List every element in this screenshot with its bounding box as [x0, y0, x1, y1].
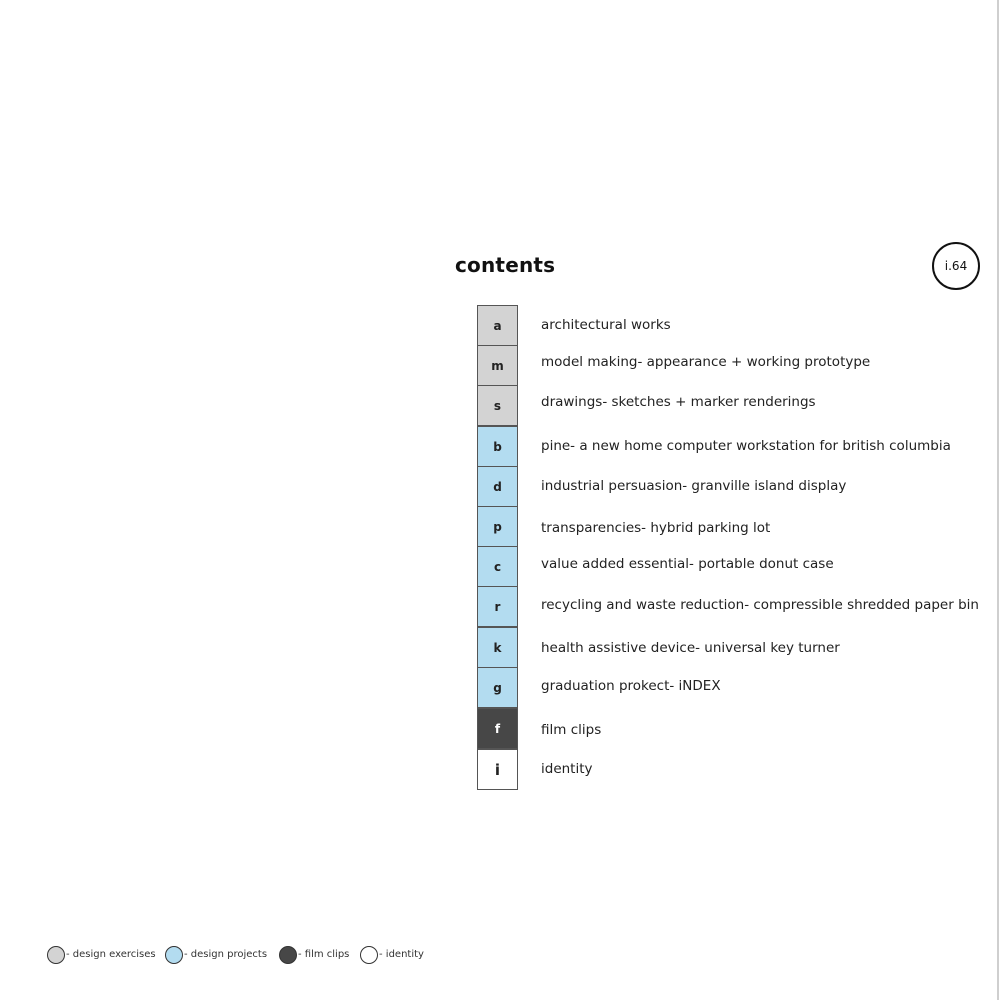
legend-label-design-exercises: - design exercises	[66, 949, 156, 960]
contents-entry-pine[interactable]: pine- a new home computer workstation for british columbia	[541, 438, 951, 454]
page-number-badge: i.64	[932, 242, 980, 290]
contents-entry-transparencies[interactable]: transparencies- hybrid parking lot	[541, 520, 771, 536]
contents-entry-drawings[interactable]: drawings- sketches + marker renderings	[541, 394, 816, 410]
legend-label-design-projects: - design projects	[184, 949, 268, 960]
dark-circle-icon	[279, 946, 297, 964]
section-tab-p[interactable]: p	[477, 506, 518, 547]
contents-entry-value-added-essential[interactable]: value added essential- portable donut case	[541, 556, 834, 572]
contents-entry-identity[interactable]: identity	[541, 761, 593, 777]
legend-label-film-clips: - film clips	[298, 949, 350, 960]
section-tab-i[interactable]: i	[477, 749, 518, 790]
section-tab-f[interactable]: f	[477, 708, 518, 749]
section-tab-k[interactable]: k	[477, 627, 518, 668]
contents-entry-recycling[interactable]: recycling and waste reduction- compressible shredded paper bin	[541, 597, 979, 613]
section-tab-s[interactable]: s	[477, 385, 518, 426]
grey-circle-icon	[47, 946, 65, 964]
page-edge-line	[997, 0, 999, 1000]
contents-entry-architectural-works[interactable]: architectural works	[541, 317, 671, 333]
section-tab-c[interactable]: c	[477, 546, 518, 587]
section-tab-b[interactable]: b	[477, 426, 518, 467]
blue-circle-icon	[165, 946, 183, 964]
contents-entry-health-assistive-device[interactable]: health assistive device- universal key turner	[541, 640, 840, 656]
contents-entry-film-clips[interactable]: film clips	[541, 722, 602, 738]
white-circle-icon	[360, 946, 378, 964]
section-tab-m[interactable]: m	[477, 345, 518, 386]
legend-label-identity: - identity	[379, 949, 424, 960]
section-tab-r[interactable]: r	[477, 586, 518, 627]
contents-entry-graduation-project[interactable]: graduation prokect- iNDEX	[541, 678, 721, 694]
page-title: contents	[455, 253, 556, 277]
section-tab-g[interactable]: g	[477, 667, 518, 708]
contents-entry-industrial-persuasion[interactable]: industrial persuasion- granville island display	[541, 478, 847, 494]
section-tab-d[interactable]: d	[477, 466, 518, 507]
contents-entry-model-making[interactable]: model making- appearance + working prototype	[541, 354, 871, 370]
section-tab-a[interactable]: a	[477, 305, 518, 346]
